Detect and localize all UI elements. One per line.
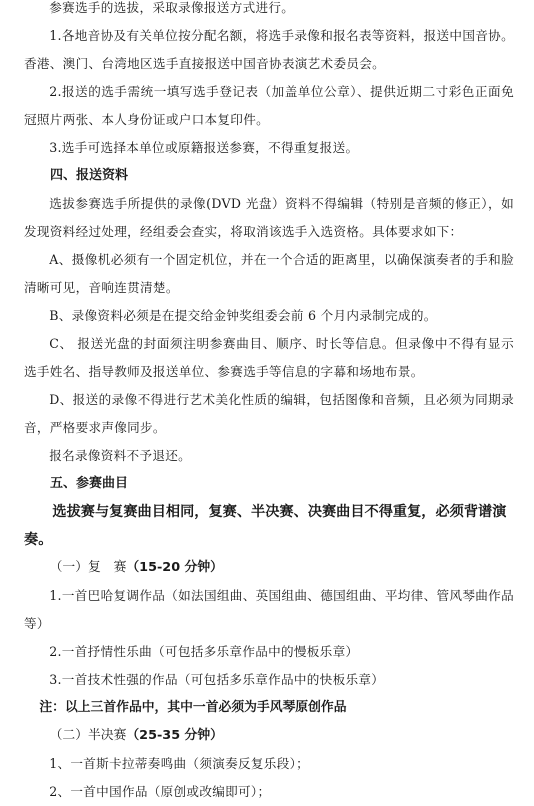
- rematch-note: 注：以上三首作品中，其中一首必须为手风琴原创作品: [39, 700, 347, 715]
- rematch-item-2: 2.一首抒情性乐曲（可包括多乐章作品中的慢板乐章）: [49, 644, 359, 659]
- paragraph-requirement-d: D、报送的录像不得进行艺术美化性质的编辑，包括图像和音频，且必须为同期录音，严格要求声像同步。: [24, 392, 514, 435]
- rematch-item-1: 1.一首巴哈复调作品（如法国组曲、英国组曲、德国组曲、平均律、管风琴曲作品等）: [24, 588, 514, 631]
- paragraph-item-3: 3.选手可选择本单位或原籍报送参赛，不得重复报送。: [49, 140, 359, 155]
- subsection-semifinal-label: （二）半决赛: [49, 728, 127, 743]
- paragraph-selection-method: 参赛选手的选拔，采取录像报送方式进行。: [49, 0, 295, 15]
- semifinal-item-2: 2、一首中国作品（原创或改编即可）；: [49, 784, 271, 799]
- paragraph-item-2: 2.报送的选手需统一填写选手登记表（加盖单位公章）、提供近期二寸彩色正面免冠照片两张、本人身份证或户口本复印件。: [24, 84, 514, 127]
- semifinal-item-1: 1、一首斯卡拉蒂奏鸣曲（须演奏反复乐段）；: [49, 756, 310, 771]
- paragraph-item-1: 1.各地音协及有关单位按分配名额，将选手录像和报名表等资料，报送中国音协。香港、澳门、台湾地区选手直接报送中国音协表演艺术委员会。: [24, 28, 514, 71]
- subsection-rematch-duration: （15-20 分钟）: [126, 560, 223, 575]
- subsection-rematch: [24, 554, 514, 582]
- paragraph-requirement-c: C、 报送光盘的封面须注明参赛曲目、顺序、时长等信息。但录像中不得有显示选手姓名、指导教师及报送单位、参赛选手等信息的字幕和场地布景。: [24, 336, 514, 379]
- paragraph-materials-intro: 选拔参赛选手所提供的录像(DVD 光盘）资料不得编辑（特别是音频的修正），如发现资料经过处理，经组委会查实，将取消该选手入选资格。具体要求如下：: [24, 196, 514, 239]
- rematch-item-3: 3.一首技术性强的作品（可包括多乐章作品中的快板乐章）: [49, 672, 385, 687]
- subsection-semifinal: [24, 722, 514, 750]
- section-heading-4: 四、报送资料: [50, 168, 129, 183]
- paragraph-requirement-a: A、摄像机必须有一个固定机位，并在一个合适的距离里，以确保演奏者的手和脸清晰可见，音响连贯清楚。: [24, 252, 514, 295]
- section-heading-5: 五、参赛曲目: [50, 476, 129, 491]
- paragraph-requirement-b: B、录像资料必须是在提交给金钟奖组委会前 6 个月内录制完成的。: [49, 308, 437, 323]
- subsection-rematch-label: （一）复 赛: [49, 560, 127, 575]
- paragraph-no-return: 报名录像资料不予退还。: [49, 448, 192, 463]
- subsection-semifinal-duration: （25-35 分钟）: [126, 728, 223, 743]
- paragraph-repertoire-rule: 选拔赛与复赛曲目相同，复赛、半决赛、决赛曲目不得重复，必须背谱演奏。: [24, 504, 507, 548]
